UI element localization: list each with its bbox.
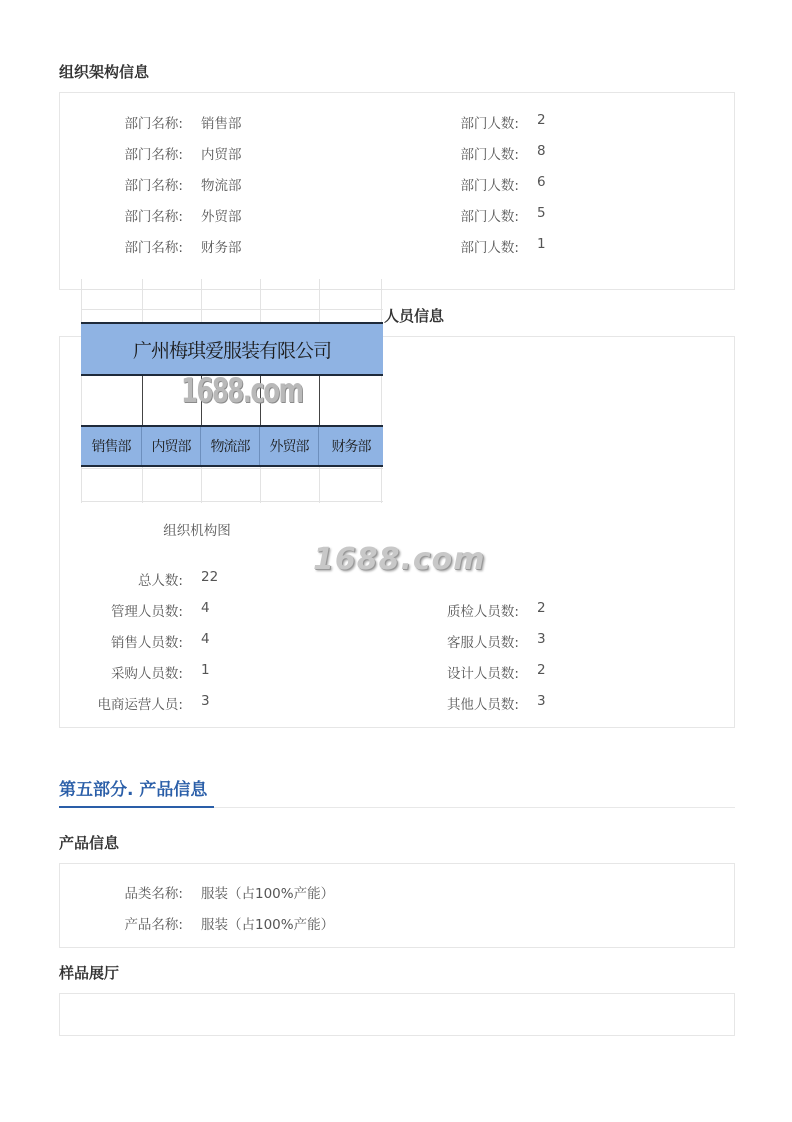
staff-label: 电商运营人员: [97, 697, 183, 713]
category-label: 品类名称: [124, 886, 183, 902]
org-chart-dept: 内贸部 [142, 427, 201, 465]
staff-value: 4 [201, 600, 210, 616]
dept-count-label: 部门人数: [460, 147, 519, 163]
watermark-logo: 1688.com [313, 542, 486, 577]
dept-count: 1 [537, 236, 546, 252]
dept-name-label: 部门名称: [124, 147, 183, 163]
staff-value: 2 [537, 600, 546, 616]
org-chart-image[interactable] [81, 279, 383, 503]
org-chart-dept: 物流部 [201, 427, 260, 465]
dept-name: 销售部 [201, 116, 242, 132]
dept-name: 内贸部 [201, 147, 242, 163]
staff-label: 销售人员数: [110, 635, 183, 651]
dept-count-label: 部门人数: [460, 116, 519, 132]
org-chart-caption: 组织机构图 [163, 523, 231, 539]
dept-count-label: 部门人数: [460, 240, 519, 256]
showroom-box [59, 993, 735, 1036]
staff-value: 3 [201, 693, 210, 709]
staff-label: 采购人员数: [110, 666, 183, 682]
org-chart-dept: 销售部 [81, 427, 142, 465]
dept-name: 外贸部 [201, 209, 242, 225]
dept-name-label: 部门名称: [124, 116, 183, 132]
product-section-title: 产品信息 [59, 834, 120, 852]
org-chart-dept: 外贸部 [260, 427, 319, 465]
staff-value: 3 [537, 631, 546, 647]
org-chart-watermark: 1688.com [181, 371, 303, 411]
staff-label: 管理人员数: [110, 604, 183, 620]
dept-name: 财务部 [201, 240, 242, 256]
dept-name-label: 部门名称: [124, 209, 183, 225]
showroom-section-title: 样品展厅 [59, 964, 120, 982]
staff-label: 质检人员数: [446, 604, 519, 620]
category-value: 服装（占100%产能） [201, 886, 335, 902]
dept-name: 物流部 [201, 178, 242, 194]
org-section-title: 组织架构信息 [59, 63, 150, 81]
staff-section-title: 人员信息 [384, 307, 445, 325]
staff-value: 4 [201, 631, 210, 647]
org-chart-dept: 财务部 [331, 439, 371, 455]
total-label: 总人数: [137, 573, 183, 589]
dept-count-label: 部门人数: [460, 178, 519, 194]
staff-value: 2 [537, 662, 546, 678]
part5-title: 第五部分. 产品信息 [59, 780, 208, 800]
staff-label: 设计人员数: [446, 666, 519, 682]
dept-count: 2 [537, 112, 546, 128]
staff-value: 3 [537, 693, 546, 709]
staff-label: 其他人员数: [446, 697, 519, 713]
dept-count: 5 [537, 205, 546, 221]
total-value: 22 [201, 569, 219, 585]
org-chart-dept-row [81, 425, 383, 467]
part-title-underline [59, 806, 214, 808]
staff-label: 客服人员数: [446, 635, 519, 651]
dept-name-label: 部门名称: [124, 240, 183, 256]
org-info-box [59, 92, 735, 290]
product-label: 产品名称: [124, 917, 183, 933]
dept-count: 8 [537, 143, 546, 159]
dept-name-label: 部门名称: [124, 178, 183, 194]
product-info-box [59, 863, 735, 948]
org-chart-company: 广州梅琪爱服装有限公司 [81, 322, 383, 376]
staff-value: 1 [201, 662, 210, 678]
product-value: 服装（占100%产能） [201, 917, 335, 933]
dept-count-label: 部门人数: [460, 209, 519, 225]
dept-count: 6 [537, 174, 546, 190]
